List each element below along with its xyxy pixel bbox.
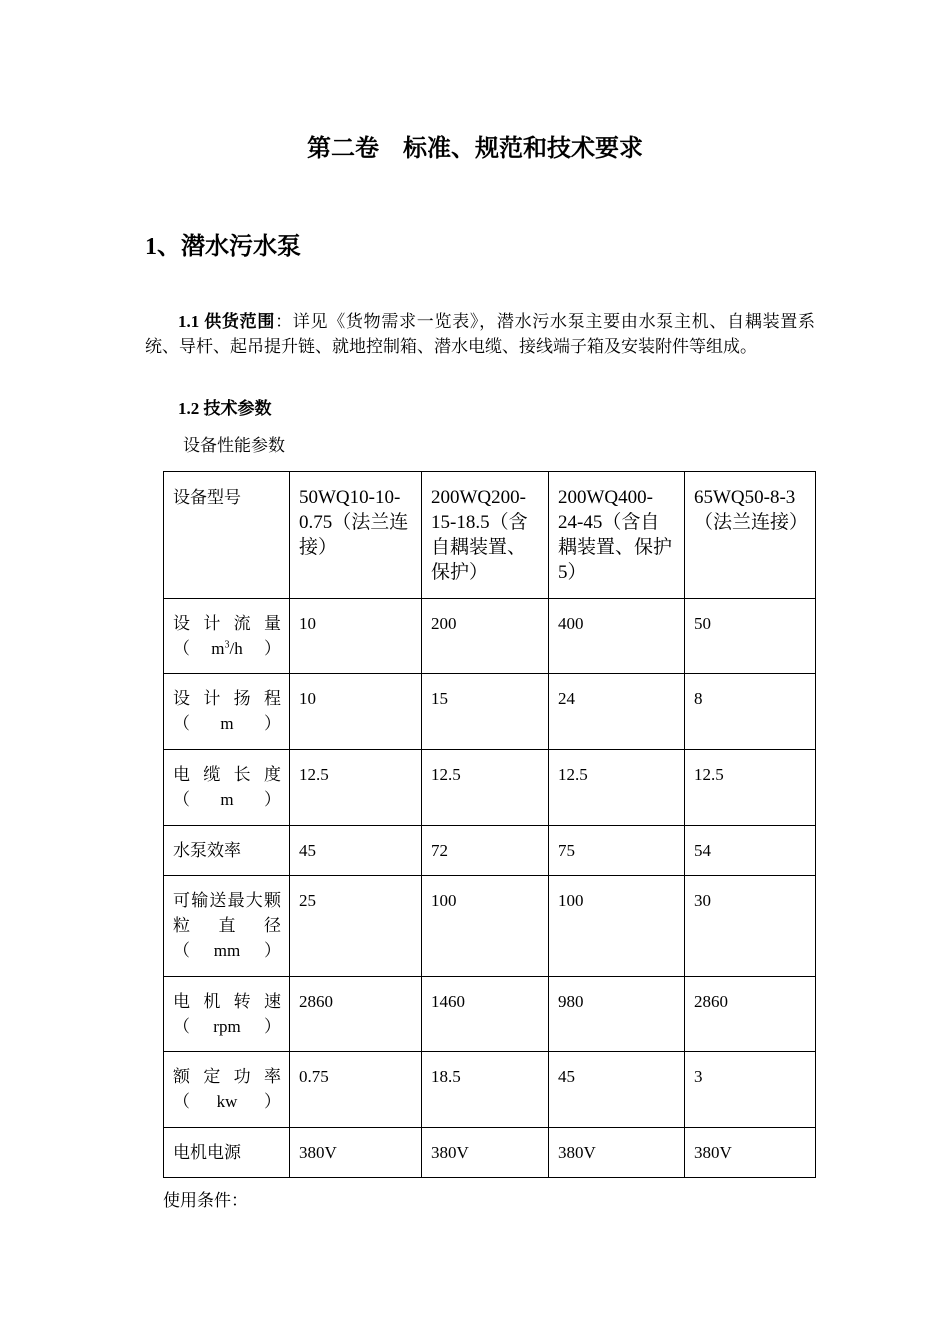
header-label-cell: 设备型号 (164, 472, 290, 599)
row-label-cell (164, 599, 290, 674)
value-cell: 54 (685, 826, 816, 876)
table-row (164, 599, 816, 674)
value-cell: 100 (422, 876, 549, 977)
row-label: 设计流量 (173, 614, 281, 633)
table-row (164, 750, 816, 826)
unit-superscript: 3 (224, 639, 230, 651)
row-label-cell (164, 826, 290, 876)
value-cell: 2860 (290, 977, 422, 1052)
model-cell: 50WQ10-10-0.75（法兰连接） (290, 472, 422, 599)
row-label-cell (164, 876, 290, 977)
performance-table (163, 471, 816, 1178)
value-cell: 12.5 (685, 750, 816, 826)
row-unit: （m (173, 639, 225, 658)
model-cell: 65WQ50-8-3（法兰连接） (685, 472, 816, 599)
table-row (164, 1052, 816, 1128)
value-cell: 45 (290, 826, 422, 876)
value-cell: 0.75 (290, 1052, 422, 1128)
row-unit: （m） (173, 714, 281, 733)
row-label-cell (164, 1128, 290, 1178)
value-cell: 50 (685, 599, 816, 674)
table-header-row (164, 472, 816, 599)
value-cell: 2860 (685, 977, 816, 1052)
value-cell: 12.5 (422, 750, 549, 826)
value-cell: 380V (290, 1128, 422, 1178)
value-cell: 1460 (422, 977, 549, 1052)
table-row (164, 876, 816, 977)
table-row (164, 826, 816, 876)
row-unit: （rpm） (173, 1017, 281, 1036)
supply-scope-label: 1.1 供货范围 (178, 312, 276, 331)
model-cell: 200WQ200-15-18.5（含自耦装置、保护） (422, 472, 549, 599)
row-unit: （mm） (173, 941, 281, 960)
row-unit: （m） (173, 790, 281, 809)
row-label-cell (164, 1052, 290, 1128)
value-cell: 12.5 (549, 750, 685, 826)
row-label-cell (164, 750, 290, 826)
value-cell: 18.5 (422, 1052, 549, 1128)
tech-params-heading: 1.2 技术参数 (178, 399, 272, 418)
row-unit: （kw） (173, 1092, 281, 1111)
value-cell: 10 (290, 674, 422, 750)
row-label: 电机电源 (173, 1143, 241, 1162)
value-cell: 400 (549, 599, 685, 674)
row-label-cell (164, 674, 290, 750)
value-cell: 980 (549, 977, 685, 1052)
section-heading: 1、潜水污水泵 (145, 234, 301, 260)
value-cell: 10 (290, 599, 422, 674)
row-unit-tail: /h） (229, 639, 281, 658)
model-cell: 200WQ400-24-45（含自耦装置、保护5） (549, 472, 685, 599)
value-cell: 8 (685, 674, 816, 750)
value-cell: 380V (422, 1128, 549, 1178)
value-cell: 380V (549, 1128, 685, 1178)
table-caption: 设备性能参数 (183, 436, 285, 455)
row-label-cell (164, 977, 290, 1052)
value-cell: 200 (422, 599, 549, 674)
supply-scope-paragraph (145, 310, 815, 359)
value-cell: 15 (422, 674, 549, 750)
value-cell: 380V (685, 1128, 816, 1178)
value-cell: 3 (685, 1052, 816, 1128)
supply-scope-text: ：详见《货物需求一览表》，潜水污水泵主要由水泵主机、自耦装置系统、导杆、起吊提升链、就地控制箱、潜水电缆、接线端子箱及安装附件等组成。 (145, 312, 816, 356)
value-cell: 100 (549, 876, 685, 977)
table-row (164, 674, 816, 750)
row-label: 可输送最大颗粒直径 (173, 891, 281, 935)
row-label: 额定功率 (173, 1067, 281, 1086)
value-cell: 45 (549, 1052, 685, 1128)
value-cell: 12.5 (290, 750, 422, 826)
value-cell: 75 (549, 826, 685, 876)
value-cell: 24 (549, 674, 685, 750)
document-title: 第二卷 标准、规范和技术要求 (307, 136, 643, 162)
row-label: 电机转速 (173, 992, 281, 1011)
value-cell: 25 (290, 876, 422, 977)
row-label: 水泵效率 (173, 841, 241, 860)
value-cell: 30 (685, 876, 816, 977)
usage-conditions-label: 使用条件： (163, 1191, 248, 1210)
row-label: 设计扬程 (173, 689, 281, 708)
row-label: 电缆长度 (173, 765, 281, 784)
table-row (164, 1128, 816, 1178)
table-row (164, 977, 816, 1052)
value-cell: 72 (422, 826, 549, 876)
